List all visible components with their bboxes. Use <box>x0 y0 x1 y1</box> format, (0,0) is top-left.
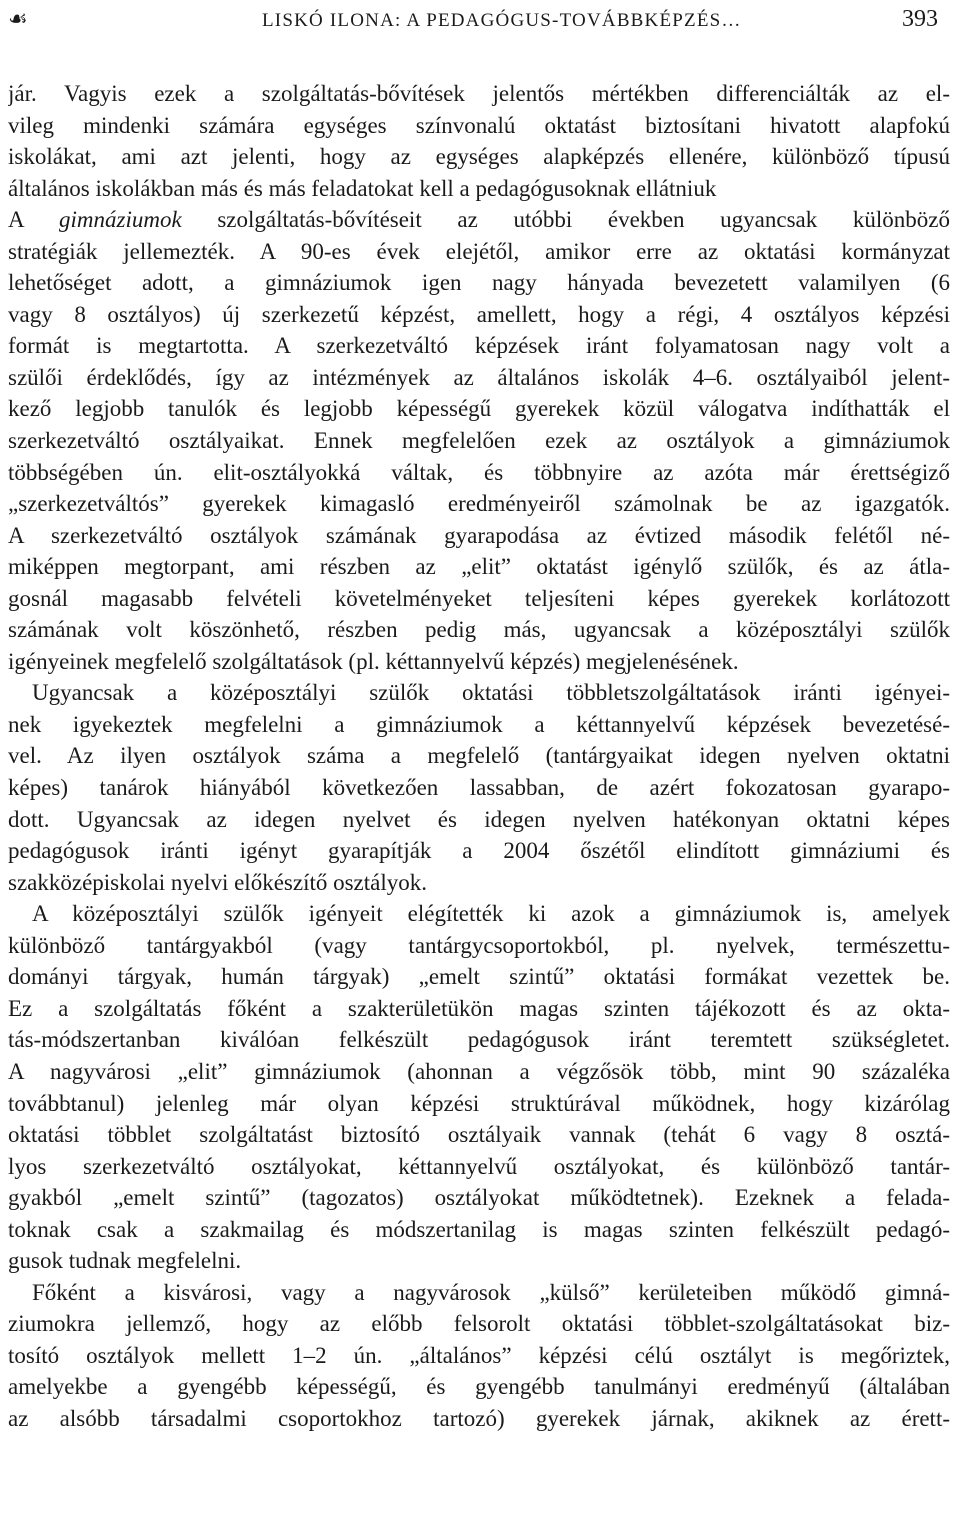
text-line <box>8 709 950 741</box>
text-line <box>8 488 950 520</box>
text-segment: igényeinek megfelelő szolgáltatások (pl. kéttannyelvű képzés) megjelenésének. <box>8 648 739 674</box>
text-segment: vel. Az ilyen osztályok száma a megfelelő (tantárgyaikat idegen nyelven oktatni <box>8 743 950 769</box>
text-segment: általános iskolákban más és más feladatokat kell a pedagógusoknak ellátniuk <box>8 175 717 201</box>
text-line <box>8 583 950 615</box>
text-segment: A <box>8 207 59 233</box>
text-segment: dományi tárgyak, humán tárgyak) „emelt szintű” oktatási formákat vezettek be. <box>8 964 950 990</box>
text-line <box>8 646 950 678</box>
text-line <box>8 330 950 362</box>
text-line <box>8 1214 950 1246</box>
text-line <box>8 930 950 962</box>
text-segment: dott. Ugyancsak az idegen nyelvet és idegen nyelven hatékonyan oktatni képes <box>8 806 950 832</box>
text-segment: Főként a kisvárosi, vagy a nagyvárosok „külső” kerületeiben működő gimná- <box>32 1279 950 1305</box>
text-line <box>8 677 950 709</box>
text-line <box>8 393 950 425</box>
text-segment: nek igyekeztek megfelelni a gimnáziumok a kéttannyelvű képzések bevezetésé- <box>8 711 950 737</box>
text-line <box>8 1245 950 1277</box>
italic-term: gimnáziumok <box>59 207 182 233</box>
text-segment: oktatási többlet szolgáltatást biztosító osztályaik vannak (tehát 6 vagy 8 osztá- <box>8 1122 950 1148</box>
text-line <box>8 1088 950 1120</box>
text-segment: képes) tanárok hiányából következően lassabban, de azért fokozatosan gyarapo- <box>8 775 950 801</box>
text-line <box>8 141 950 173</box>
text-segment: tás-módszertanban kiválóan felkészült pedagógusok iránt teremtett szükségletet. <box>8 1027 950 1053</box>
text-segment: A nagyvárosi „elit” gimnáziumok (ahonnan a végzősök több, mint 90 százaléka <box>8 1058 950 1084</box>
text-segment: szülői érdeklődés, így az intézmények az általános iskolák 4–6. osztályaiból jelent- <box>8 364 950 390</box>
text-line <box>8 867 950 899</box>
text-segment: pedagógusok iránti igényt gyarapítják a 2004 őszétől elindított gimnáziumi és <box>8 838 950 864</box>
text-line <box>8 1056 950 1088</box>
text-segment: gusok tudnak megfelelni. <box>8 1248 242 1274</box>
text-segment: Ugyancsak a középosztályi szülők oktatási többletszolgáltatások iránti igényei- <box>32 680 950 706</box>
text-line <box>8 173 950 205</box>
text-segment: vagy 8 osztályos) új szerkezetű képzést, amellett, hogy a régi, 4 osztályos képzési <box>8 301 950 327</box>
fleuron-ornament-icon: ☙ <box>8 6 28 31</box>
text-segment: Ez a szolgáltatás főként a szakterületükön magas szinten tájékozott és az okta- <box>8 995 950 1021</box>
text-segment: formát is megtartotta. A szerkezetváltó képzések iránt folyamatosan nagy volt a <box>8 333 950 359</box>
text-segment: lyos szerkezetváltó osztályokat, kéttannyelvű osztályokat, és különböző tantár- <box>8 1153 950 1179</box>
text-segment: szolgáltatás-bővítéseit az utóbbi években ugyancsak különböző <box>181 207 950 233</box>
text-line <box>8 78 950 110</box>
text-segment: különböző tantárgyakból (vagy tantárgycsoportokból, pl. nyelvek, természettu- <box>8 932 950 958</box>
text-segment: lehetőséget adott, a gimnáziumok igen nagy hányada bevezetett valamilyen (6 <box>8 270 950 296</box>
text-line <box>8 1119 950 1151</box>
text-line <box>8 804 950 836</box>
text-line <box>8 267 950 299</box>
text-segment: „szerkezetváltós” gyerekek kimagasló eredményeiről számolnak be az igazgatók. <box>8 491 950 517</box>
text-line <box>8 835 950 867</box>
text-line <box>8 551 950 583</box>
text-segment: miképpen megtorpant, ami részben az „elit” oktatást igénylő szülők, és az átla- <box>8 554 950 580</box>
text-line <box>8 1277 950 1309</box>
text-segment: gosnál magasabb felvételi követelményeket teljesíteni képes gyerekek korlátozott <box>8 585 950 611</box>
text-segment: amelyekbe a gyengébb képességű, és gyengébb tanulmányi eredményű (általában <box>8 1374 950 1400</box>
text-segment: tosító osztályok mellett 1–2 ún. „általános” képzési célú osztályt is megőriztek, <box>8 1342 950 1368</box>
text-line <box>8 362 950 394</box>
text-line <box>8 1024 950 1056</box>
text-line <box>8 1340 950 1372</box>
running-title: LISKÓ ILONA: A PEDAGÓGUS-TOVÁBBKÉPZÉS… <box>262 10 742 31</box>
text-line <box>8 614 950 646</box>
text-line <box>8 299 950 331</box>
text-line <box>8 520 950 552</box>
text-segment: toknak csak a szakmailag és módszertanilag is magas szinten felkészült pedagó- <box>8 1216 950 1242</box>
text-segment: A középosztályi szülők igényeit elégítették ki azok a gimnáziumok is, amelyek <box>32 901 950 927</box>
text-segment: számának volt köszönhető, részben pedig más, ugyancsak a középosztályi szülők <box>8 617 950 643</box>
text-line <box>8 993 950 1025</box>
text-line <box>8 204 950 236</box>
text-segment: szakközépiskolai nyelvi előkészítő osztályok. <box>8 869 427 895</box>
running-header <box>8 4 946 38</box>
text-line <box>8 425 950 457</box>
text-segment: többségében ún. elit-osztályokká váltak, és többnyire az azóta már érettségiző <box>8 459 950 485</box>
text-line <box>8 1371 950 1403</box>
text-line <box>8 772 950 804</box>
text-segment: jár. Vagyis ezek a szolgáltatás-bővítések jelentős mértékben differenciálták az el- <box>8 81 950 106</box>
text-segment: gyakból „emelt szintű” (tagozatos) osztályokat működtetnek). Ezeknek a felada- <box>8 1185 950 1211</box>
text-line <box>8 1151 950 1183</box>
text-segment: A szerkezetváltó osztályok számának gyarapodása az évtized második felétől né- <box>8 522 950 548</box>
text-line <box>8 740 950 772</box>
text-line <box>8 961 950 993</box>
text-segment: stratégiák jellemezték. A 90-es évek elejétől, amikor erre az oktatási kormányzat <box>8 238 950 264</box>
text-segment: vileg mindenki számára egységes színvonalú oktatást biztosítani hivatott alapfokú <box>8 112 950 138</box>
text-line <box>8 1403 950 1435</box>
text-line <box>8 1308 950 1340</box>
text-line <box>8 1182 950 1214</box>
text-segment: az alsóbb társadalmi csoportokhoz tartozó) gyerekek járnak, akiknek az érett- <box>8 1405 950 1431</box>
text-segment: továbbtanul) jelenleg már olyan képzési struktúrával működnek, hogy kizárólag <box>8 1090 950 1116</box>
body-text <box>8 78 950 1435</box>
text-segment: szerkezetváltó osztályaikat. Ennek megfelelően ezek az osztályok a gimnáziumok <box>8 428 950 454</box>
text-line <box>8 457 950 489</box>
text-segment: iskolákat, ami azt jelenti, hogy az egységes alapképzés ellenére, különböző típusú <box>8 144 950 170</box>
text-line <box>8 110 950 142</box>
text-line <box>8 236 950 268</box>
text-segment: kező legjobb tanulók és legjobb képességű gyerekek közül válogatva indíthatták el <box>8 396 950 422</box>
text-segment: ziumokra jellemző, hogy az előbb felsorolt oktatási többlet-szolgáltatásokat biz- <box>8 1311 950 1337</box>
text-line <box>8 898 950 930</box>
page-number: 393 <box>902 6 938 32</box>
